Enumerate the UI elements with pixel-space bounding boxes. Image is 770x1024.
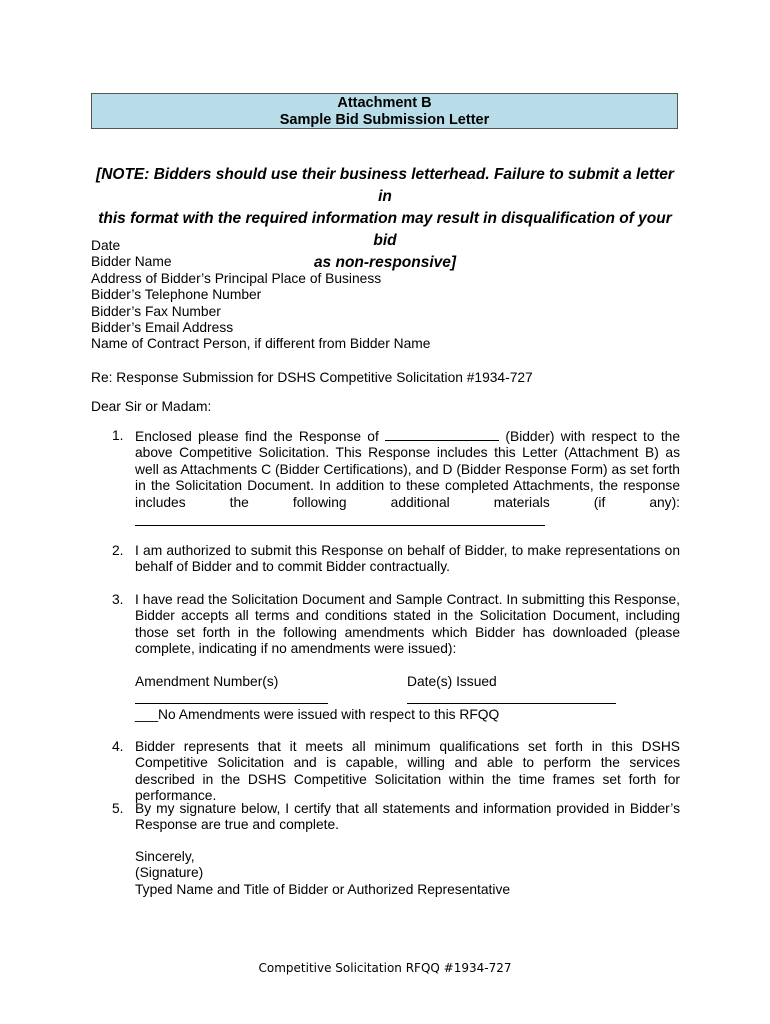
signature-block [135, 849, 510, 898]
re-line: Re: Response Submission for DSHS Competitive Solicitation #1934-727 [91, 370, 533, 385]
item-5-text: By my signature below, I certify that all statements and information provided in Bidder’s Response are true and complete. [135, 801, 680, 833]
item-1-number: 1. [112, 428, 124, 443]
amendment-date-blank[interactable] [407, 703, 616, 704]
note-line-3: as non-responsive] [313, 254, 457, 271]
address-line-fax: Bidder’s Fax Number [91, 303, 221, 319]
salutation: Dear Sir or Madam: [91, 399, 212, 414]
no-amendments-text: No Amendments were issued with respect to this RFQQ [158, 707, 500, 722]
closing: Sincerely, [135, 849, 195, 864]
attachment-title: Attachment B [337, 95, 432, 111]
item-2-number: 2. [112, 543, 124, 558]
additional-materials-blank[interactable] [135, 511, 545, 526]
no-amendments-blank[interactable]: ___ [135, 707, 159, 722]
item-4-number: 4. [112, 739, 124, 754]
item-1-line-4: in the Solicitation Document. In addition to these completed Attachments, the response [135, 478, 680, 494]
amendment-date-label: Date(s) Issued [407, 674, 497, 689]
item-5-number: 5. [112, 801, 124, 816]
item-2-text: I am authorized to submit this Response on behalf of Bidder, to make representations on behalf of Bidder and to commit Bidder contractually. [135, 543, 680, 575]
list-item-1 [112, 428, 680, 526]
list-item-4 [112, 739, 680, 805]
item-1-line-2: above Competitive Solicitation. This Response includes this Letter (Attachment B) as [135, 445, 680, 461]
page-footer: Competitive Solicitation RFQQ #1934-727 [258, 961, 512, 975]
no-amendments-line [135, 707, 499, 722]
bidder-blank[interactable] [385, 428, 499, 441]
address-line-bidder-name: Bidder Name [91, 254, 172, 270]
address-block [91, 238, 430, 353]
item-3-text: I have read the Solicitation Document and Sample Contract. In submitting this Response, Bidder accepts all terms and conditions stated in the Solicitation Document, including those set forth in the following amendments which Bidder has downloaded (please complete, indicating if no amendments were issued): [135, 592, 680, 657]
address-line-date: Date [91, 238, 121, 253]
note-line-1: [NOTE: Bidders should use their business letterhead. Failure to submit a letter in [96, 166, 674, 205]
amendment-number-label: Amendment Number(s) [135, 674, 279, 689]
address-line-address: Address of Bidder’s Principal Place of Business [91, 270, 382, 286]
item-1-line-1: Enclosed please find the Response of (Bidder) with respect to the [135, 429, 681, 444]
note-line-2: this format with the required information may result in disqualification of your bid [98, 210, 672, 249]
list-item-2 [112, 543, 680, 576]
item-3-number: 3. [112, 592, 124, 607]
address-line-telephone: Bidder’s Telephone Number [91, 287, 262, 303]
address-line-contact: Name of Contract Person, if different from Bidder Name [91, 336, 431, 352]
name-title-line: Typed Name and Title of Bidder or Authorized Representative [135, 881, 511, 897]
address-line-email: Bidder’s Email Address [91, 320, 234, 336]
item-4-text: Bidder represents that it meets all minimum qualifications set forth in this DSHS Competitive Solicitation and is capable, willing and able to perform the services described in the DSHS Competitive Solicitation within the time frames set forth for performance. [135, 739, 680, 804]
list-item-3 [112, 592, 680, 658]
item-1-line-3: well as Attachments C (Bidder Certifications), and D (Bidder Response Form) as set forth [135, 461, 680, 477]
attachment-header [91, 93, 678, 129]
attachment-subtitle: Sample Bid Submission Letter [279, 112, 490, 128]
amendment-number-blank[interactable] [135, 703, 328, 704]
signature-placeholder: (Signature) [135, 865, 204, 881]
list-item-5 [112, 801, 680, 834]
item-1-line-5: includes the following additional materials (if any): [135, 494, 680, 510]
